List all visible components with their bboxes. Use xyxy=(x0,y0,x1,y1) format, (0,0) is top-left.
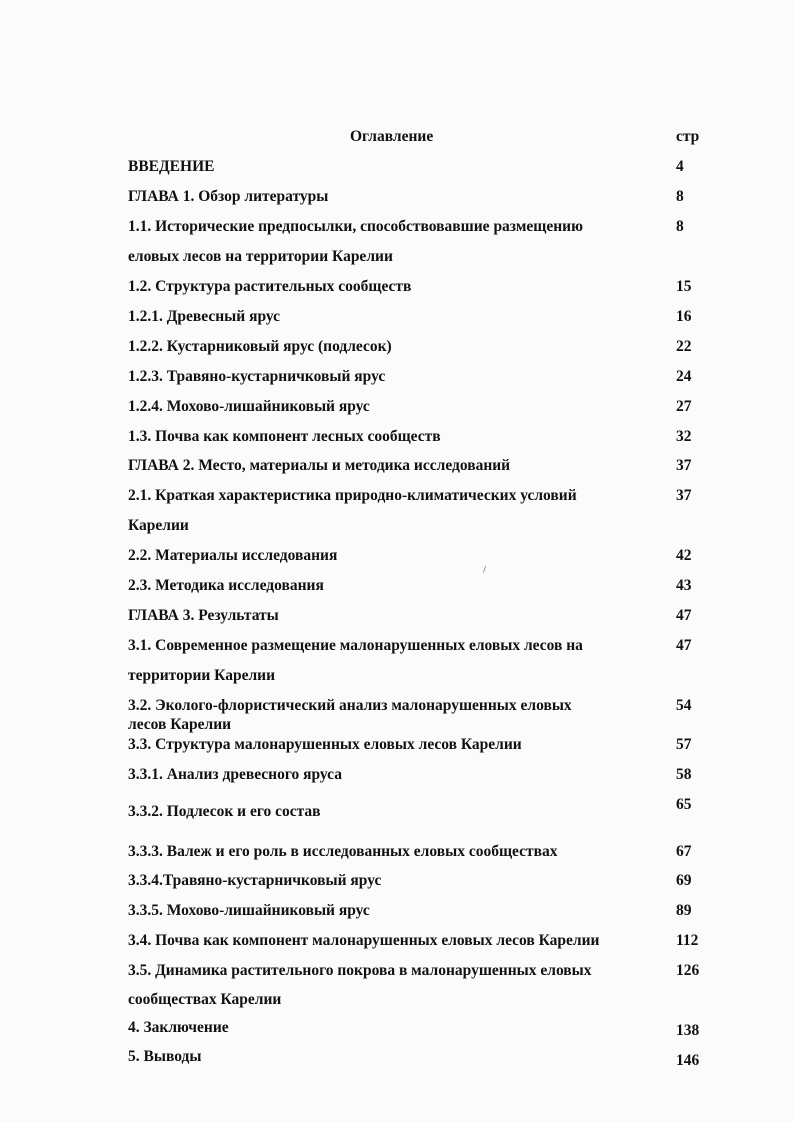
toc-entry-text: 3.5. Динамика растительного покрова в малонарушенных еловых xyxy=(128,962,592,979)
toc-entry-text: 3.4. Почва как компонент малонарушенных еловых лесов Карелии xyxy=(128,932,600,949)
toc-entry-page: 47 xyxy=(676,607,692,624)
toc-entry-page: 8 xyxy=(676,218,684,235)
toc-entry-text-continued: территории Карелии xyxy=(128,667,276,684)
toc-entry-text: 5. Выводы xyxy=(128,1048,202,1065)
toc-entry-page: 43 xyxy=(676,577,692,594)
toc-entry-page: 37 xyxy=(676,487,692,504)
toc-entry-text-continued: еловых лесов на территории Карелии xyxy=(128,248,393,265)
toc-entry-text: 3.3.4.Травяно-кустарничковый ярус xyxy=(128,872,382,889)
toc-entry-text: 2.3. Методика исследования xyxy=(128,577,324,594)
toc-entry-text: 3.1. Современное размещение малонарушенных еловых лесов на xyxy=(128,637,583,654)
toc-entry-text: 4. Заключение xyxy=(128,1019,229,1036)
scan-speck xyxy=(483,566,488,574)
toc-entry-page: 69 xyxy=(676,872,692,889)
toc-entry-text: 1.2.2. Кустарниковый ярус (подлесок) xyxy=(128,338,392,355)
toc-entry-page: 54 xyxy=(676,697,692,714)
toc-entry-page: 32 xyxy=(676,428,692,445)
toc-entry-text: 1.1. Исторические предпосылки, способствовавшие размещению xyxy=(128,218,583,235)
toc-entry-page: 8 xyxy=(676,188,684,205)
toc-entry-text: 2.1. Краткая характеристика природно-климатических условий xyxy=(128,487,577,504)
toc-entry-text: 3.3.1. Анализ древесного яруса xyxy=(128,766,343,783)
toc-entry-text-continued: сообществах Карелии xyxy=(128,991,282,1008)
toc-entry-text: 3.3.5. Мохово-лишайниковый ярус xyxy=(128,902,370,919)
toc-entry-text: 2.2. Материалы исследования xyxy=(128,547,338,564)
toc-entry-page: 16 xyxy=(676,308,692,325)
toc-entry-text-continued: Карелии xyxy=(128,517,189,534)
toc-entry-page: 4 xyxy=(676,158,684,175)
toc-entry-text: ГЛАВА 3. Результаты xyxy=(128,607,279,624)
toc-entry-text: ГЛАВА 2. Место, материалы и методика исследований xyxy=(128,457,511,474)
toc-entry-page: 89 xyxy=(676,902,692,919)
toc-entry-text: 3.2. Эколого-флористический анализ малонарушенных еловых xyxy=(128,697,572,714)
page-column-label: стр xyxy=(676,128,700,145)
toc-entry-text: 3.3.2. Подлесок и его состав xyxy=(128,803,321,820)
toc-entry-page: 58 xyxy=(676,766,692,783)
toc-entry-text: 3.3. Структура малонарушенных еловых лесов Карелии xyxy=(128,736,522,753)
toc-entry-text: ГЛАВА 1. Обзор литературы xyxy=(128,188,329,205)
toc-entry-page: 24 xyxy=(676,368,692,385)
toc-entry-page: 138 xyxy=(676,1022,700,1039)
toc-entry-page: 47 xyxy=(676,637,692,654)
toc-entry-text: 1.2.4. Мохово-лишайниковый ярус xyxy=(128,398,370,415)
toc-entry-text-continued: лесов Карелии xyxy=(128,716,232,733)
toc-entry-page: 112 xyxy=(676,932,699,949)
toc-entry-page: 15 xyxy=(676,278,692,295)
toc-title: Оглавление xyxy=(350,128,434,145)
toc-entry-page: 37 xyxy=(676,457,692,474)
toc-entry-page: 22 xyxy=(676,338,692,355)
toc-entry-page: 126 xyxy=(676,962,700,979)
toc-entry-page: 42 xyxy=(676,547,692,564)
toc-entry-text: 1.2.3. Травяно-кустарничковый ярус xyxy=(128,368,386,385)
toc-entry-page: 67 xyxy=(676,843,692,860)
toc-entry-page: 57 xyxy=(676,736,692,753)
toc-entry-text: 1.2.1. Древесный ярус xyxy=(128,308,281,325)
toc-entry-page: 27 xyxy=(676,398,692,415)
toc-entry-text: 1.3. Почва как компонент лесных сообществ xyxy=(128,428,441,445)
toc-entry-text: 3.3.3. Валеж и его роль в исследованных еловых сообществах xyxy=(128,843,558,860)
toc-entry-page: 65 xyxy=(676,796,692,813)
toc-entry-page: 146 xyxy=(676,1052,700,1069)
toc-entry-text: ВВЕДЕНИЕ xyxy=(128,158,215,175)
toc-entry-text: 1.2. Структура растительных сообществ xyxy=(128,278,412,295)
